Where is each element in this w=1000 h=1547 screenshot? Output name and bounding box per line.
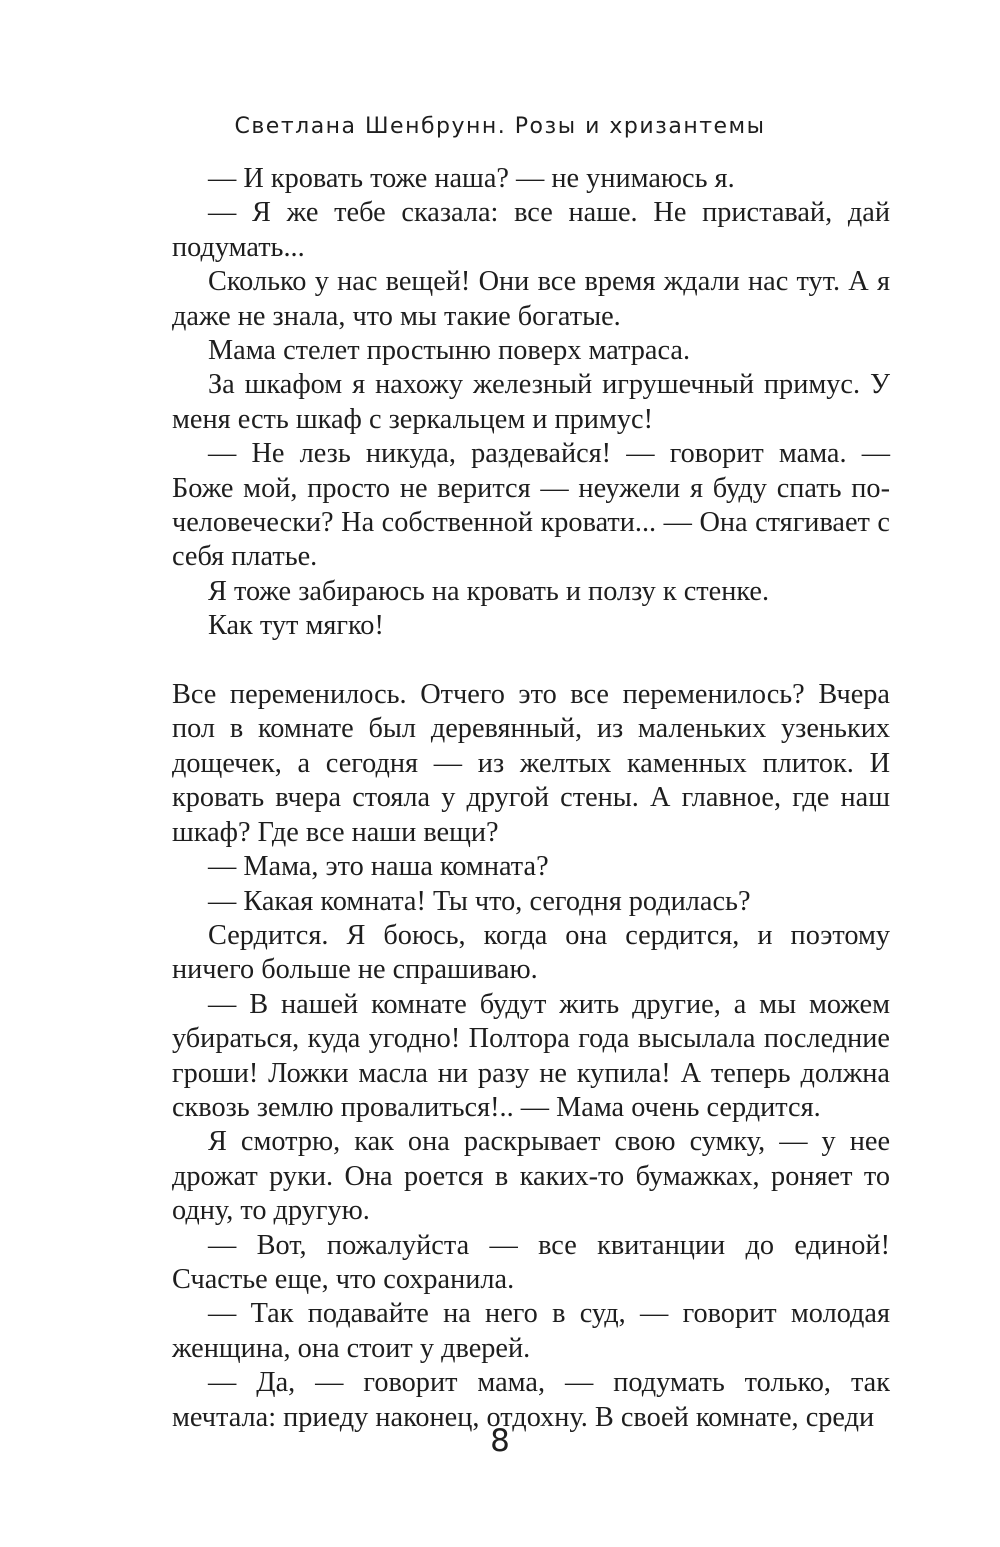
section-break (172, 644, 890, 678)
paragraph: — Не лезь никуда, раздевайся! — говорит мама. — Боже мой, просто не верится — неужели я буду спать по-человечески? На собственной кровати... — Она стягивает с себя платье. (172, 438, 890, 573)
page-number: 8 (490, 1423, 510, 1459)
paragraph: Как тут мягко! (208, 610, 384, 642)
paragraph: Я смотрю, как она раскрывает свою сумку, — у нее дрожат руки. Она роется в каких-то бумажках, роняет то одну, то другую. (172, 1126, 890, 1227)
paragraph: — Мама, это наша комната? (208, 851, 549, 883)
paragraph: — И кровать тоже наша? — не унимаюсь я. (208, 163, 735, 194)
paragraph: Мама стелет простыню поверх матраса. (208, 335, 691, 367)
paragraph: — Я же тебе сказала: все наше. Не приставай, дай подумать... (172, 197, 890, 263)
body-text (172, 162, 890, 1435)
paragraph: Я тоже забираюсь на кровать и ползу к стенке. (208, 575, 770, 607)
running-head: Светлана Шенбрунн. Розы и хризантемы (234, 114, 766, 139)
paragraph: — Да, — говорит мама, — подумать только, так мечтала: приеду наконец, отдохну. В своей комнате, среди (172, 1367, 890, 1433)
paragraph: — В нашей комнате будут жить другие, а мы можем убираться, куда угодно! Полтора года высылала последние гроши! Ложки масла ни разу не купила! А теперь должна сквозь землю провалиться!.. — Мама очень сердится. (172, 988, 890, 1123)
paragraph: Все переменилось. Отчего это все переменилось? Вчера пол в комнате был деревянный, из маленьких узеньких дощечек, а сегодня — из желтых каменных плиток. И кровать вчера стояла у другой стены. А главное, где наш шкаф? Где все наши вещи? (172, 679, 890, 848)
paragraph: За шкафом я нахожу железный игрушечный примус. У меня есть шкаф с зеркальцем и примус! (172, 369, 890, 435)
paragraph: Сколько у нас вещей! Они все время ждали нас тут. А я даже не знала, что мы такие богатые. (172, 266, 890, 332)
paragraph: — Так подавайте на него в суд, — говорит молодая женщина, она стоит у дверей. (172, 1298, 890, 1364)
paragraph: — Вот, пожалуйста — все квитанции до единой! Счастье еще, что сохранила. (172, 1229, 890, 1295)
paragraph: Сердится. Я боюсь, когда она сердится, и поэтому ничего больше не спрашиваю. (172, 919, 890, 986)
paragraph: — Какая комната! Ты что, сегодня родилась? (208, 885, 751, 917)
